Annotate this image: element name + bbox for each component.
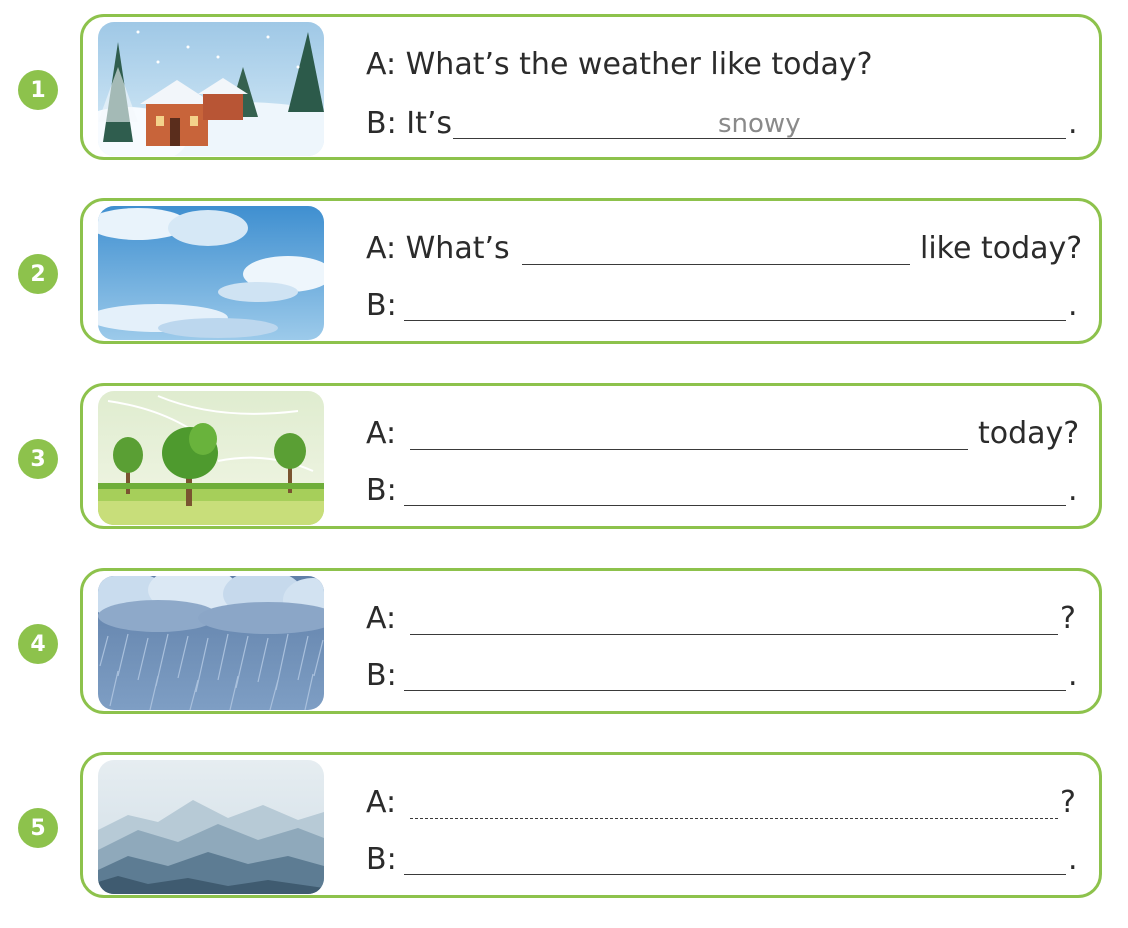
exercise-item-5 bbox=[0, 752, 1128, 904]
line-end-period: . bbox=[1068, 473, 1078, 508]
question-a-suffix: like today? bbox=[920, 231, 1083, 266]
question-a-suffix: today? bbox=[978, 416, 1080, 451]
answer-blank[interactable] bbox=[404, 505, 1066, 506]
question-a: A: What’s the weather like today? bbox=[366, 47, 873, 82]
exercise-item-3 bbox=[0, 383, 1128, 535]
question-blank[interactable] bbox=[410, 634, 1058, 635]
foggy-mountains-picture bbox=[98, 760, 324, 894]
question-a-suffix: ? bbox=[1060, 601, 1076, 636]
item-number-badge: 1 bbox=[18, 70, 58, 110]
question-a-prefix: A: What’s bbox=[366, 231, 510, 266]
question-a-suffix: ? bbox=[1060, 785, 1076, 820]
line-end-period: . bbox=[1068, 842, 1078, 877]
answer-blank[interactable] bbox=[404, 690, 1066, 691]
line-end-period: . bbox=[1068, 288, 1078, 323]
question-blank[interactable] bbox=[410, 449, 968, 450]
line-end-period: . bbox=[1068, 658, 1078, 693]
answer-b-prefix: B: It’s bbox=[366, 106, 453, 141]
answer-b-prefix: B: bbox=[366, 288, 397, 323]
windy-trees-picture bbox=[98, 391, 324, 525]
item-number-badge: 2 bbox=[18, 254, 58, 294]
answer-b-prefix: B: bbox=[366, 842, 397, 877]
question-blank[interactable] bbox=[410, 818, 1058, 819]
answer-blank[interactable] bbox=[404, 320, 1066, 321]
line-end-period: . bbox=[1068, 106, 1078, 141]
answer-b-prefix: B: bbox=[366, 473, 397, 508]
question-a-prefix: A: bbox=[366, 785, 397, 820]
exercise-item-2 bbox=[0, 198, 1128, 350]
question-a-prefix: A: bbox=[366, 416, 397, 451]
exercise-item-1 bbox=[0, 14, 1128, 166]
snowy-village-picture bbox=[98, 22, 324, 156]
item-number-badge: 4 bbox=[18, 624, 58, 664]
item-number-badge: 3 bbox=[18, 439, 58, 479]
question-blank[interactable] bbox=[522, 264, 910, 265]
exercise-item-4 bbox=[0, 568, 1128, 720]
answer-blank[interactable] bbox=[404, 874, 1066, 875]
answer-b-prefix: B: bbox=[366, 658, 397, 693]
rainy-clouds-picture bbox=[98, 576, 324, 710]
item-number-badge: 5 bbox=[18, 808, 58, 848]
cloudy-sky-picture bbox=[98, 206, 324, 340]
sample-answer: snowy bbox=[718, 109, 801, 139]
question-a-prefix: A: bbox=[366, 601, 397, 636]
